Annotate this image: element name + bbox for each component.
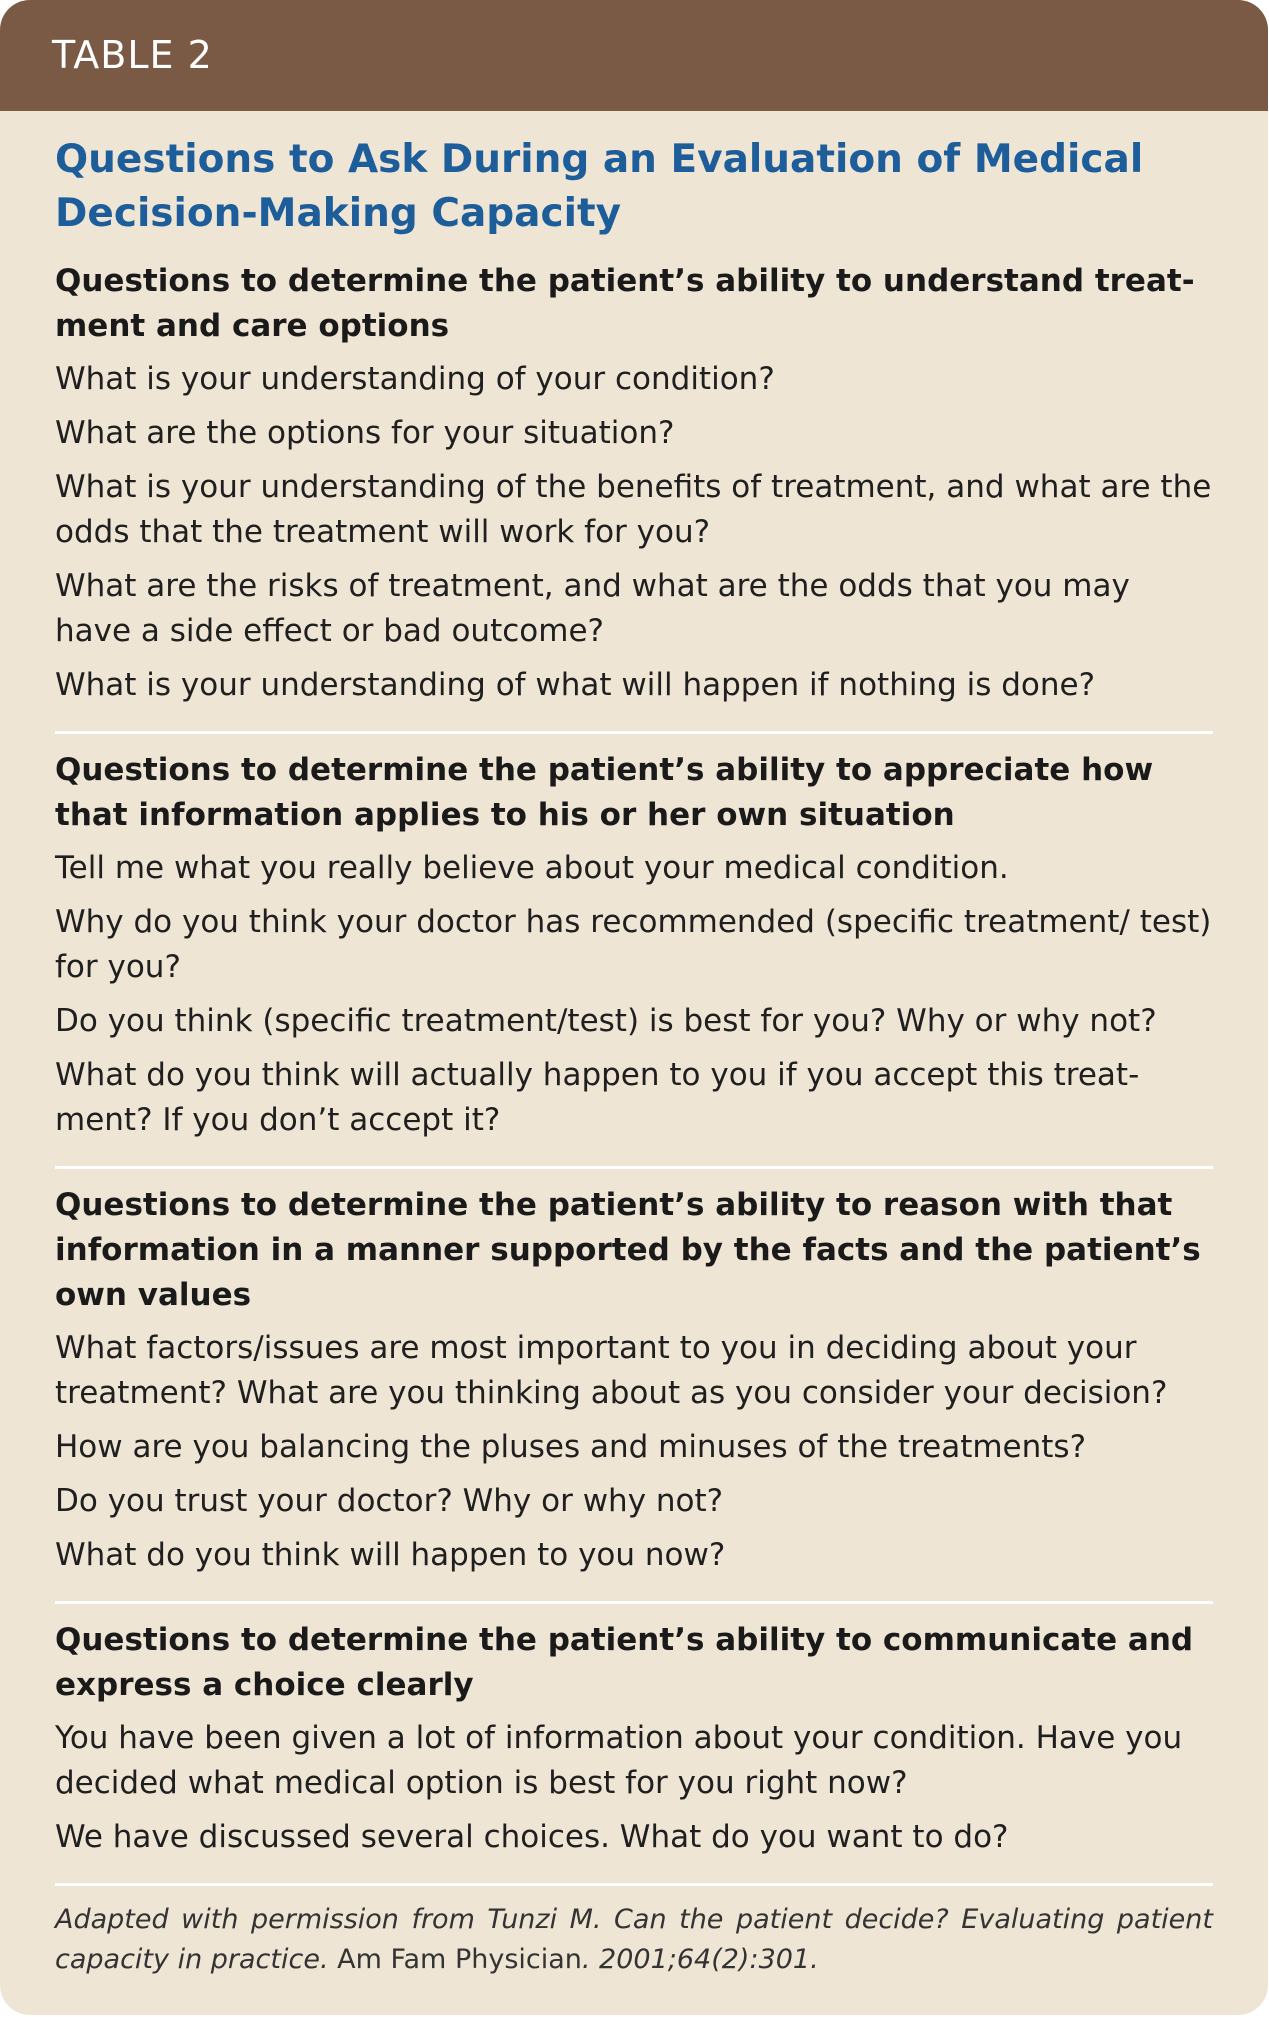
section-communicate [55,1601,1213,1883]
question-item: What are the options for your situation? [55,415,675,451]
footnote-reference: . 2001;64(2):301. [581,1944,819,1975]
question-item: You have been given a lot of information about your condition. Have you decided what medical option is best for you right now? [55,1720,1183,1801]
question-item: Why do you think your doctor has recommended (specific treatment/ test) for you? [55,904,1212,985]
question-item: What do you think will actually happen to you if you accept this treatment? If you don’t accept it? [55,1057,1140,1138]
question-item: Do you trust your doctor? Why or why not? [55,1483,724,1519]
question-item: What is your understanding of what will happen if nothing is done? [55,667,1096,703]
question-item: What is your understanding of your condition? [55,361,775,397]
footnote-citation: Adapted with permission from Tunzi M. Can the patient decide? Evaluating patient capacity in practice. [55,1904,1213,1975]
table-title: Questions to Ask During an Evaluation of Medical Decision-Making Capacity [55,137,1144,236]
footnote-journal: Am Fam Physician [337,1944,582,1975]
question-item: Tell me what you really believe about your medical condition. [55,850,1009,886]
section-heading: Questions to determine the patient’s ability to understand treatment and care options [55,263,1195,344]
table-label: TABLE 2 [0,0,1268,111]
question-item: What factors/issues are most important to you in deciding about your treatment? What are you thinking about as you consider your decision? [55,1330,1168,1411]
table-content [0,111,1268,1980]
section-heading: Questions to determine the patient’s ability to reason with that information in a manner supported by the facts and the patient’s own values [55,1187,1201,1313]
question-item: What is your understanding of the benefits of treatment, and what are the odds that the treatment will work for you? [55,469,1212,550]
question-item: How are you balancing the pluses and minuses of the treatments? [55,1429,1087,1465]
section-understand [55,255,1213,731]
question-item: Do you think (specific treatment/test) is best for you? Why or why not? [55,1003,1157,1039]
section-heading: Questions to determine the patient’s ability to appreciate how that information applies to his or her own situation [55,752,1154,833]
source-footnote [55,1883,1213,1980]
question-item: What are the risks of treatment, and what are the odds that you may have a side effect or bad outcome? [55,568,1130,649]
question-item: What do you think will happen to you now? [55,1537,726,1573]
question-item: We have discussed several choices. What do you want to do? [55,1819,1009,1855]
section-appreciate [55,731,1213,1166]
section-reason [55,1166,1213,1601]
section-heading: Questions to determine the patient’s ability to communicate and express a choice clearly [55,1622,1194,1703]
